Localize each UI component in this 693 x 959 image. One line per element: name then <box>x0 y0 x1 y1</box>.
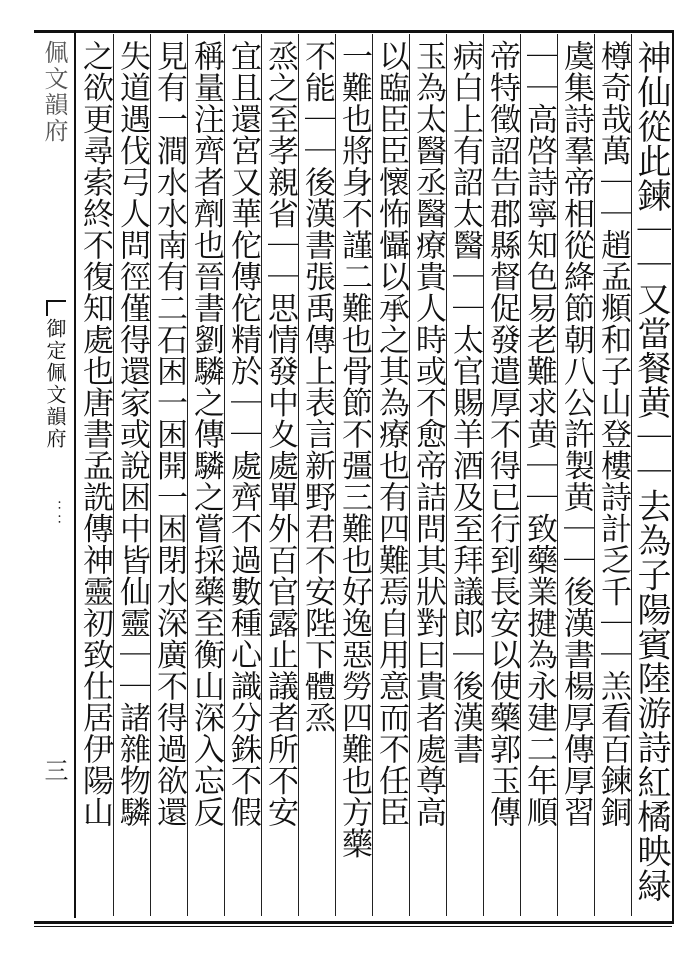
text-column: 帝特徵詔告郡縣督促發遣厚不得已行到長安以使藥郭玉傳 <box>484 40 520 828</box>
bottom-rule <box>34 926 672 927</box>
text-column: 宜且還宮又華佗傳佗精於｜｜處齊不過數種心識分銖不假 <box>225 40 261 828</box>
text-column: 不能｜｜後漢書張禹傳上表言新野君不安陛下體烝 <box>299 40 335 733</box>
text-column: 烝之至孝親省｜｜思情發中夊處單外百官露止議者所不安 <box>262 40 298 828</box>
text-column: 虞集詩羣帝相從絳節朝八公許製黄｜｜後漢書楊厚傳厚習 <box>558 40 594 828</box>
text-column: 以臨臣臣懷怖懾以承之其為療也有四難焉自用意而不任臣 <box>373 40 409 828</box>
text-column: 見有一澗水水南有二石困一困開一困閉水深廣不得過欲還 <box>151 40 187 828</box>
text-column: 一難也將身不謹二難也骨節不彊三難也好逸惡勞四難也方藥 <box>336 40 372 859</box>
text-column: 稱量注齊者劑也晉書劉驎之傳驎之嘗採藥至衡山深入忘反 <box>188 40 224 828</box>
text-column: 樽奇哉萬｜｜趙孟頫和子山登樓詩計乏千｜｜羔看百鍊銅 <box>595 40 631 828</box>
margin-title: 佩文韻府 <box>40 40 68 144</box>
book-title: 御定佩文韻府 <box>43 318 67 450</box>
text-column: 玉為太醫丞醫療貴人時或不愈帝詰問其狀對曰貴者處尊高 <box>410 40 446 828</box>
text-column: 之欲更尋索終不復知處也唐書孟詵傳神靈初致仕居伊陽山 <box>77 40 113 828</box>
margin-dots: ：： <box>47 500 63 528</box>
text-column: 病白上有詔太醫｜｜太官賜羊酒及至拜議郎｜後漢書 <box>447 40 483 765</box>
text-column: ｜｜高啓詩寧知色易老難求黄｜｜致藥業揵為永建二年順 <box>521 40 557 828</box>
text-column: 失道遇伐弓人問徑僅得還家或說困中皆仙靈｜｜諸雜物驎 <box>114 40 150 828</box>
page-number: 三 <box>40 758 68 782</box>
fishtail-bracket <box>46 300 66 316</box>
text-column: 神仙從此鍊｜｜又當餐黄｜｜去為子陽賓陸游詩紅橘映緑 <box>631 40 671 903</box>
